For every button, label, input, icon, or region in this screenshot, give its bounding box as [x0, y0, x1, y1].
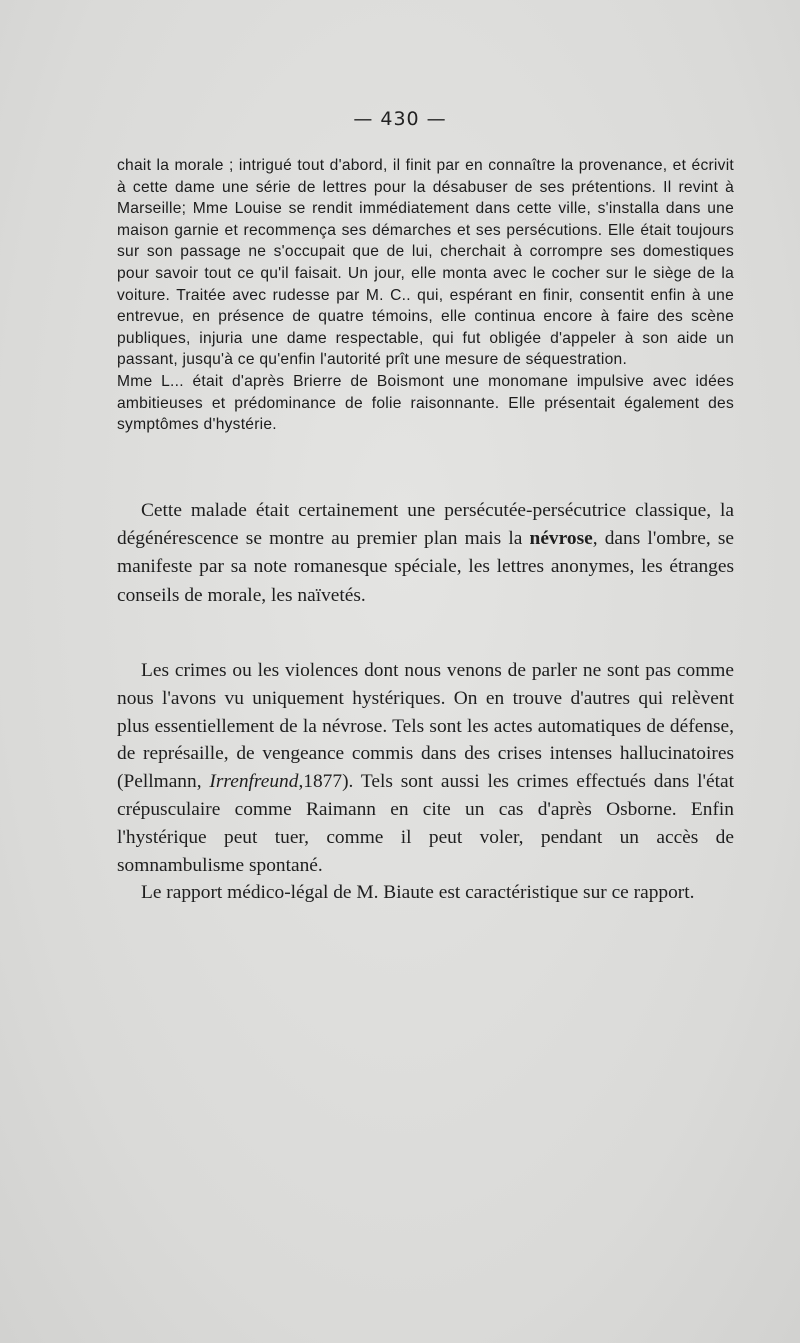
discussion-block — [117, 657, 734, 907]
observation-paragraph-1: chait la morale ; intrigué tout d'abord, il finit par en connaître la provenance, et écrivit à cette dame une série de lettres pour la désabuser de ses prétentions. Il revint à Marseille; Mme Louise se rendit immédiatement dans cette ville, s'installa dans une maison garnie et recommença ses démarches et ses persécutions. Elle était toujours sur son passage ne s'occupait que de lui, cherchait à corrompre ses domestiques pour savoir tout ce qu'il faisait. Un jour, elle monta avec le cocher sur le siège de la voiture. Traitée avec rudesse par M. C.. qui, espérant en finir, consentit enfin à une entrevue, en présence de quatre témoins, elle continua encore à faire des scène publiques, injuria une dame respectable, qui fut obligée d'appeler à son aide un passant, jusqu'à ce qu'enfin l'autorité prît une mesure de séquestration. — [117, 157, 734, 369]
commentary-text-start: Cette malade était certainement une persécutée-persécutrice classique, la dégénérescence se montre au premier plan mais la — [117, 500, 734, 550]
discussion-paragraph-1 — [117, 657, 734, 879]
commentary-block — [117, 497, 734, 610]
commentary-text-end: , dans l'ombre, se manifeste par sa note romanesque spéciale, les lettres anonymes, les étranges conseils de morale, les naïvetés. — [117, 528, 734, 606]
commentary-bold-term: névrose — [529, 528, 593, 550]
commentary-paragraph — [117, 497, 734, 610]
discussion-italic-title: Irrenfreund — [209, 771, 299, 793]
observation-block — [117, 155, 734, 436]
discussion-paragraph-2: Le rapport médico-légal de M. Biaute est caractéristique sur ce rapport. — [141, 882, 695, 904]
discussion-text-start: Les crimes ou les violences dont nous venons de parler ne sont pas comme nous l'avons vu uniquement hystériques. On en trouve d'autres qui relèvent plus essentiellement de la névrose. Tels sont les actes automatiques de défense, de représaille, de vengeance commis dans des crises intenses hallucinatoires (Pellmann, — [117, 660, 734, 793]
discussion-text-end: ,1877). Tels sont aussi les crimes effectués dans l'état crépusculaire comme Raimann en cite un cas d'après Osborne. Enfin l'hystérique peut tuer, comme il peut voler, pendant un accès de somnambulisme spontané. — [117, 771, 734, 876]
page-number: — 430 — — [353, 108, 447, 130]
observation-paragraph-2: Mme L... était d'après Brierre de Boismont une monomane impulsive avec idées ambitieuses et prédominance de folie raisonnante. Elle présentait également des symptômes d'hystérie. — [117, 372, 734, 434]
